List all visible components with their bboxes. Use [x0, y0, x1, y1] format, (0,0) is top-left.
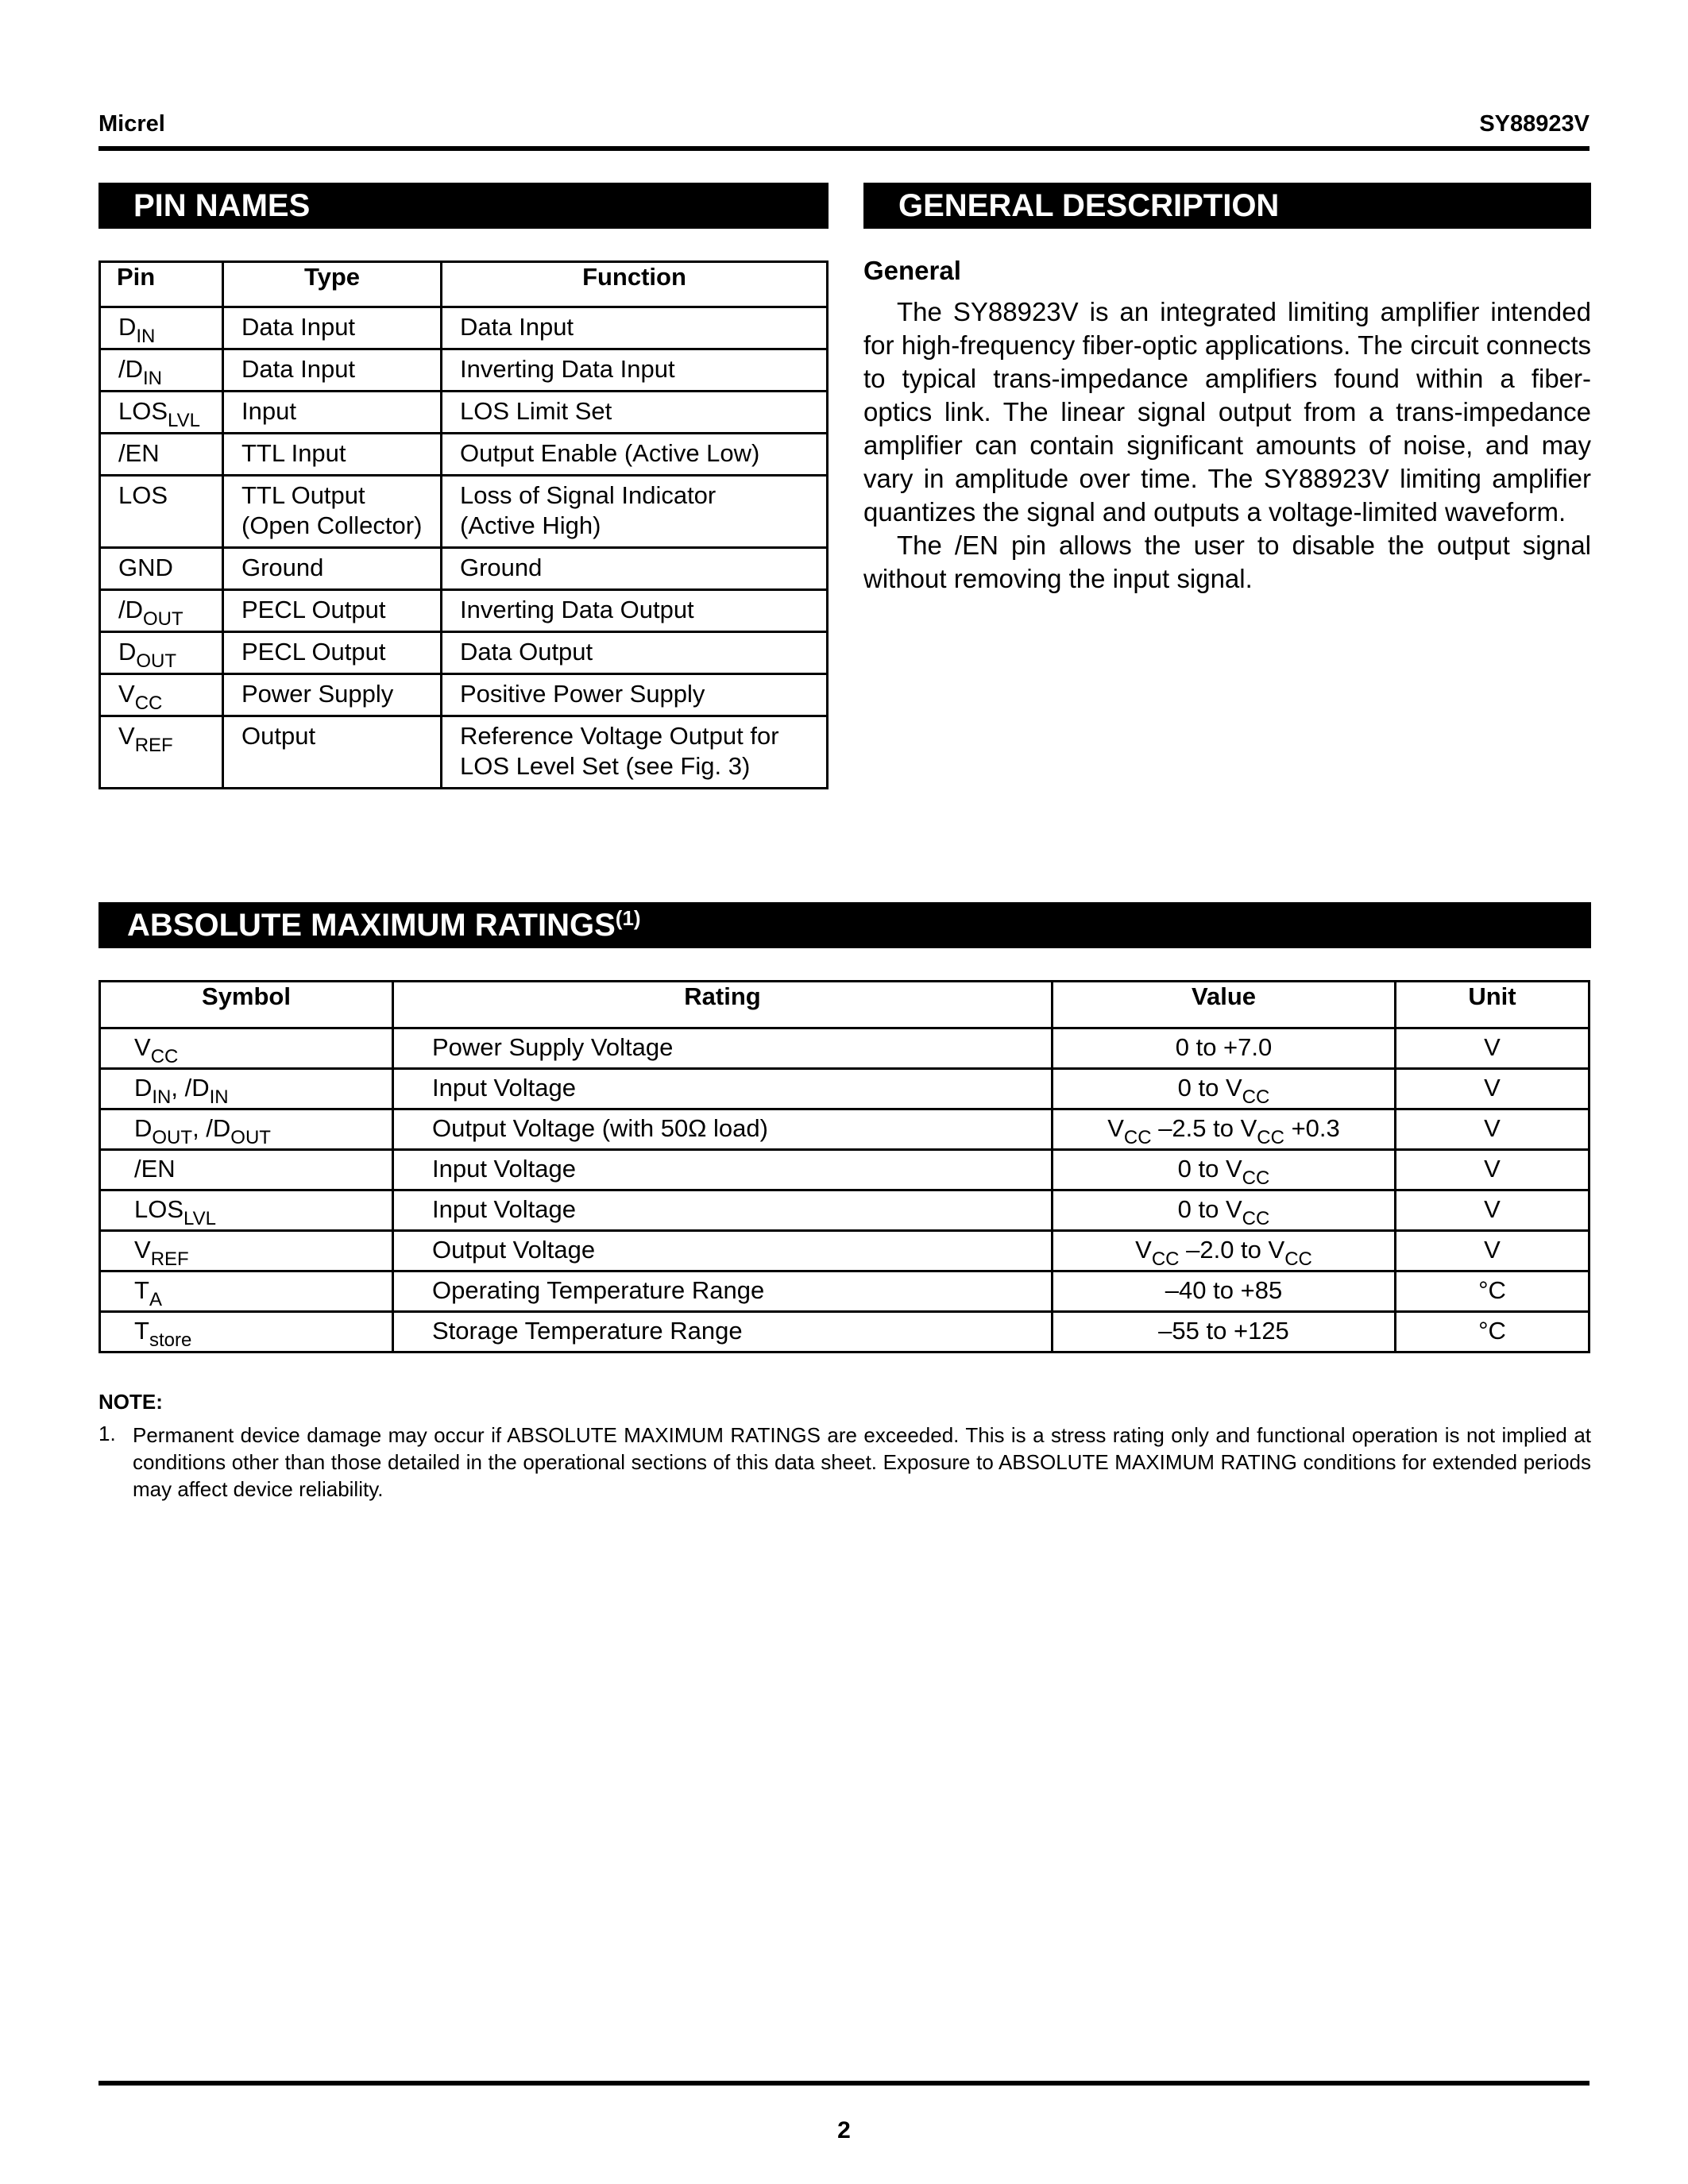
function-cell: Loss of Signal Indicator (Active High) [442, 476, 828, 548]
unit-cell: °C [1396, 1271, 1590, 1312]
unit-cell: V [1396, 1231, 1590, 1271]
pin-cell: $D_{IN}$ [100, 307, 223, 349]
pin-cell: $/D_{OUT}$ [100, 590, 223, 632]
type-cell: TTL Output (Open Collector) [223, 476, 442, 548]
unit-header: Unit [1396, 982, 1590, 1028]
pin-cell: LOS [100, 476, 223, 548]
general-subheading: General [863, 256, 961, 285]
value-cell: 0 to +7.0 [1053, 1028, 1396, 1069]
unit-cell: V [1396, 1109, 1590, 1150]
function-cell: Inverting Data Output [442, 590, 828, 632]
symbol-cell: $T_{store}$ [100, 1312, 393, 1352]
table-row [100, 1231, 1590, 1271]
type-cell: Data Input [223, 307, 442, 349]
unit-cell: V [1396, 1028, 1590, 1069]
pin-cell: $LOS_{LVL}$ [100, 392, 223, 434]
type-cell: Output [223, 716, 442, 789]
rating-cell: Storage Temperature Range [393, 1312, 1053, 1352]
value-header: Value [1053, 982, 1396, 1028]
table-row [100, 307, 828, 349]
value-cell: 0 to $V_{CC}$ [1053, 1069, 1396, 1109]
pin-cell: $V_{REF}$ [100, 716, 223, 789]
type-cell: Power Supply [223, 674, 442, 716]
type-cell: Data Input [223, 349, 442, 392]
rating-cell: Operating Temperature Range [393, 1271, 1053, 1312]
function-cell: LOS Limit Set [442, 392, 828, 434]
table-row [100, 1150, 1590, 1190]
table-row [100, 1069, 1590, 1109]
function-cell: Positive Power Supply [442, 674, 828, 716]
pin-cell: $V_{CC}$ [100, 674, 223, 716]
table-row [100, 434, 828, 476]
table-row [100, 1271, 1590, 1312]
table-row [100, 476, 828, 548]
pin-names-header-row [100, 262, 828, 307]
pin-cell: $/D_{IN}$ [100, 349, 223, 392]
pin-header: Pin [100, 262, 223, 307]
part-number: SY88923V [1479, 111, 1590, 137]
value-cell: $V_{CC}$ –2.0 to $V_{CC}$ [1053, 1231, 1396, 1271]
page-number: 2 [837, 2117, 851, 2143]
footer-rule [98, 2081, 1590, 2086]
table-row [100, 392, 828, 434]
function-cell: Data Output [442, 632, 828, 674]
symbol-header: Symbol [100, 982, 393, 1028]
abs-max-title-bar [98, 902, 1591, 948]
pin-cell: $D_{OUT}$ [100, 632, 223, 674]
table-row [100, 1028, 1590, 1069]
description-paragraph: The SY88923V is an integrated limiting amplifier intended for high-frequency fiber-optic applications. The circuit connects to typical trans-impedance amplifiers found within a fiber-optics link. The linear signal output from a trans-impedance amplifier can contain significant amounts of noise, and may vary in amplitude over time. The SY88923V limiting amplifier quantizes the signal and outputs a voltage-limited waveform. [863, 297, 1591, 527]
abs-max-title: ABSOLUTE MAXIMUM RATINGS [127, 908, 616, 943]
symbol-cell: $V_{CC}$ [100, 1028, 393, 1069]
unit-cell: V [1396, 1190, 1590, 1231]
symbol-cell: $V_{REF}$ [100, 1231, 393, 1271]
note-number: 1. [98, 1422, 116, 1445]
symbol-cell: /EN [100, 1150, 393, 1190]
table-row [100, 349, 828, 392]
rating-cell: Input Voltage [393, 1190, 1053, 1231]
rating-cell: Input Voltage [393, 1150, 1053, 1190]
table-row [100, 590, 828, 632]
abs-max-header-row [100, 982, 1590, 1028]
symbol-cell: $D_{OUT}$, $/D_{OUT}$ [100, 1109, 393, 1150]
symbol-cell: $T_A$ [100, 1271, 393, 1312]
function-header: Function [442, 262, 828, 307]
pin-cell: /EN [100, 434, 223, 476]
footnote-ref: (1) [615, 906, 641, 930]
rating-cell: Power Supply Voltage [393, 1028, 1053, 1069]
unit-cell: V [1396, 1069, 1590, 1109]
value-cell: 0 to $V_{CC}$ [1053, 1190, 1396, 1231]
description-paragraph: The /EN pin allows the user to disable the output signal without removing the input signal. [863, 531, 1591, 593]
value-cell: $V_{CC}$ –2.5 to $V_{CC} +0.3$ [1053, 1109, 1396, 1150]
symbol-cell: $LOS_{LVL}$ [100, 1190, 393, 1231]
pin-cell: GND [100, 548, 223, 590]
pin-names-title-bar [98, 183, 829, 229]
header-rule [98, 146, 1590, 151]
value-cell: 0 to $V_{CC}$ [1053, 1150, 1396, 1190]
unit-cell: V [1396, 1150, 1590, 1190]
table-row [100, 1109, 1590, 1150]
type-cell: PECL Output [223, 590, 442, 632]
value-cell: –55 to +125 [1053, 1312, 1396, 1352]
table-row [100, 674, 828, 716]
table-row [100, 716, 828, 789]
function-cell: Output Enable (Active Low) [442, 434, 828, 476]
general-description-body [863, 295, 1591, 596]
rating-cell: Output Voltage [393, 1231, 1053, 1271]
abs-max-table [98, 980, 1590, 1353]
function-cell: Inverting Data Input [442, 349, 828, 392]
general-description-title: GENERAL DESCRIPTION [898, 188, 1280, 223]
table-row [100, 632, 828, 674]
unit-cell: °C [1396, 1312, 1590, 1352]
note-title: NOTE: [98, 1390, 163, 1414]
function-cell: Data Input [442, 307, 828, 349]
rating-cell: Input Voltage [393, 1069, 1053, 1109]
company-name: Micrel [98, 111, 165, 137]
table-row [100, 1312, 1590, 1352]
value-cell: –40 to +85 [1053, 1271, 1396, 1312]
table-row [100, 548, 828, 590]
type-cell: PECL Output [223, 632, 442, 674]
symbol-cell: $D_{IN}$, $/D_{IN}$ [100, 1069, 393, 1109]
note-text: Permanent device damage may occur if ABSOLUTE MAXIMUM RATINGS are exceeded. This is a stress rating only and functional operation is not implied at conditions other than those detailed in the operational sections of this data sheet. Exposure to ABSOLUTE MAXIMUM RATING conditions for extended periods may affect device reliability. [133, 1423, 1591, 1501]
rating-cell: Output Voltage (with 50Ω load) [393, 1109, 1053, 1150]
function-cell: Ground [442, 548, 828, 590]
type-cell: Ground [223, 548, 442, 590]
general-description-title-bar [863, 183, 1591, 229]
rating-header: Rating [393, 982, 1053, 1028]
pin-names-table [98, 260, 829, 789]
table-row [100, 1190, 1590, 1231]
pin-names-title: PIN NAMES [133, 188, 311, 223]
type-cell: TTL Input [223, 434, 442, 476]
type-header: Type [223, 262, 442, 307]
type-cell: Input [223, 392, 442, 434]
function-cell: Reference Voltage Output for LOS Level Set (see Fig. 3) [442, 716, 828, 789]
